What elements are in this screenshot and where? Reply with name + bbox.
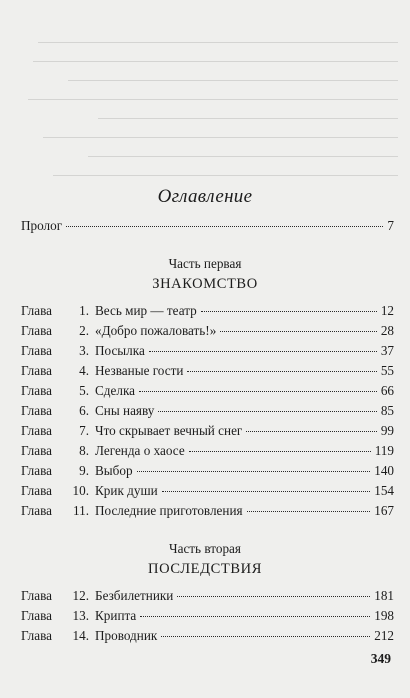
dot-leader (158, 411, 376, 412)
entry-page: 181 (374, 588, 394, 603)
entry-title: Пролог (21, 218, 63, 233)
toc-entry-chapter-6[interactable] (21, 403, 394, 423)
toc-entry-chapter-12[interactable] (21, 588, 394, 608)
entry-number: 5. (79, 383, 89, 398)
entry-number: 7. (79, 423, 89, 438)
dot-leader (149, 351, 377, 352)
entry-prefix: Глава (21, 628, 52, 643)
toc-entry-chapter-11[interactable] (21, 503, 394, 523)
part-title: ЗНАКОМСТВО (152, 276, 258, 292)
toc-entry-chapter-9[interactable] (21, 463, 394, 483)
entry-number: 2. (79, 323, 89, 338)
entry-title: Легенда о хаосе (95, 443, 185, 458)
toc-entry-chapter-3[interactable] (21, 343, 394, 363)
dot-leader (246, 431, 376, 432)
entry-number: 6. (79, 403, 89, 418)
dot-leader (177, 596, 370, 597)
part-title: ПОСЛЕДСТВИЯ (148, 561, 262, 577)
dot-leader (161, 636, 370, 637)
toc-entry-chapter-7[interactable] (21, 423, 394, 443)
entry-page: 85 (380, 403, 394, 418)
toc-entry-chapter-4[interactable] (21, 363, 394, 383)
entry-number: 8. (79, 443, 89, 458)
entry-prefix: Глава (21, 608, 52, 623)
entry-prefix: Глава (21, 383, 52, 398)
entry-title: Крипта (95, 608, 137, 623)
entry-prefix: Глава (21, 303, 52, 318)
dot-leader (201, 311, 377, 312)
dot-leader (220, 331, 377, 332)
entry-prefix: Глава (21, 443, 52, 458)
reverse-page-bleed (28, 6, 398, 196)
entry-number: 12. (72, 588, 89, 603)
entry-title: Сны наяву (95, 403, 155, 418)
entry-page: 37 (380, 343, 394, 358)
entry-page: 154 (374, 483, 394, 498)
dot-leader (187, 371, 376, 372)
entry-number: 1. (79, 303, 89, 318)
entry-page: 28 (380, 323, 394, 338)
toc-entry-chapter-13[interactable] (21, 608, 394, 628)
toc-entry-chapter-14[interactable] (21, 628, 394, 648)
entry-number: 14. (72, 628, 89, 643)
entry-page: 198 (374, 608, 394, 623)
entry-title: Последние приготовления (95, 503, 243, 518)
dot-leader (189, 451, 371, 452)
entry-title: Сделка (95, 383, 136, 398)
entry-prefix: Глава (21, 588, 52, 603)
toc-entry-chapter-5[interactable] (21, 383, 394, 403)
dot-leader (247, 511, 371, 512)
entry-prefix: Глава (21, 403, 52, 418)
entry-page: 55 (380, 363, 394, 378)
toc-entry-chapter-8[interactable] (21, 443, 394, 463)
page-number: 349 (370, 651, 391, 666)
entry-title: «Добро пожаловать!» (95, 323, 217, 338)
dot-leader (66, 226, 383, 227)
entry-number: 10. (72, 483, 89, 498)
entry-prefix: Глава (21, 503, 52, 518)
dot-leader (139, 391, 377, 392)
entry-title: Что скрывает вечный снег (95, 423, 243, 438)
entry-prefix: Глава (21, 343, 52, 358)
entry-title: Безбилетники (95, 588, 174, 603)
entry-page: 99 (380, 423, 394, 438)
part-label: Часть вторая (169, 541, 241, 556)
entry-prefix: Глава (21, 483, 52, 498)
entry-title: Проводник (95, 628, 158, 643)
entry-page: 119 (374, 443, 394, 458)
entry-title: Весь мир — театр (95, 303, 197, 318)
toc-entry-chapter-1[interactable] (21, 303, 394, 323)
toc-entry-chapter-10[interactable] (21, 483, 394, 503)
entry-title: Незваные гости (95, 363, 184, 378)
dot-leader (137, 471, 371, 472)
entry-number: 9. (79, 463, 89, 478)
entry-page: 140 (374, 463, 394, 478)
toc-title: Оглавление (157, 186, 253, 207)
part-label: Часть первая (168, 256, 242, 271)
entry-number: 11. (73, 503, 89, 518)
toc-entry-chapter-2[interactable] (21, 323, 394, 343)
entry-number: 3. (79, 343, 89, 358)
entry-prefix: Глава (21, 323, 52, 338)
entry-title: Выбор (95, 463, 133, 478)
entry-number: 4. (79, 363, 89, 378)
entry-number: 13. (72, 608, 89, 623)
entry-page: 66 (380, 383, 394, 398)
entry-prefix: Глава (21, 363, 52, 378)
entry-title: Крик души (95, 483, 158, 498)
dot-leader (162, 491, 371, 492)
entry-page: 12 (380, 303, 394, 318)
entry-page: 7 (387, 218, 394, 233)
entry-title: Посылка (95, 343, 145, 358)
entry-prefix: Глава (21, 463, 52, 478)
dot-leader (140, 616, 370, 617)
toc-entry-prologue[interactable] (21, 218, 394, 238)
entry-page: 167 (374, 503, 394, 518)
entry-prefix: Глава (21, 423, 52, 438)
entry-page: 212 (374, 628, 394, 643)
